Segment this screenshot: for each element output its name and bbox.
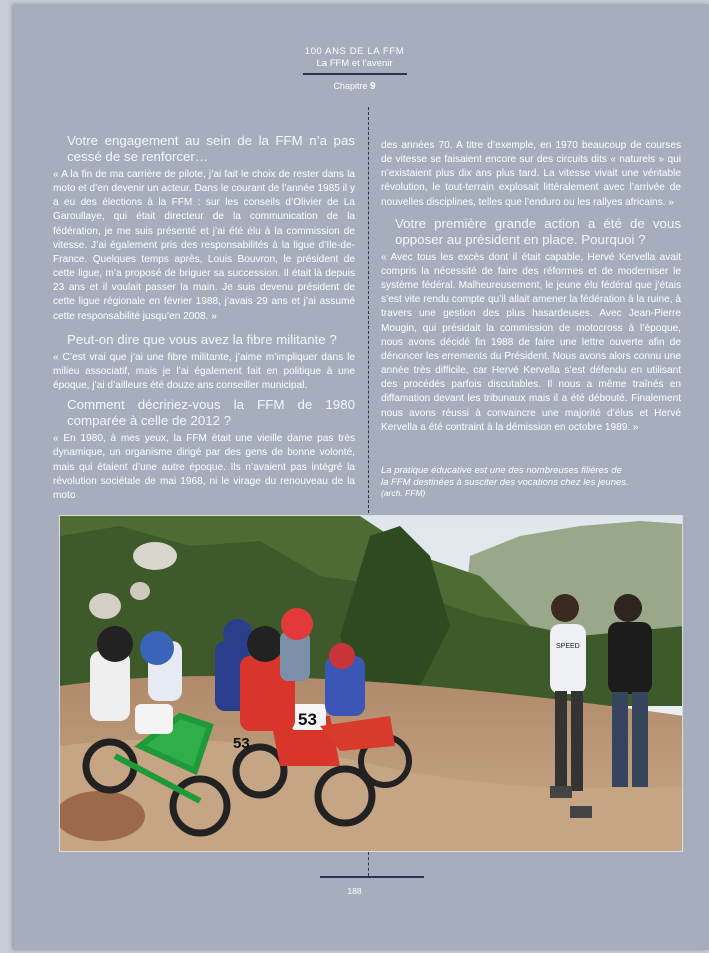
caption-text: La pratique éducative est une des nombreuses filières de la FFM destinées à susciter des vocations chez les jeunes.: [381, 465, 629, 488]
photo-illustration: [60, 516, 683, 852]
bike-number-side: 53: [233, 735, 250, 752]
chapter-number: 9: [369, 81, 376, 92]
question-4: Votre première grande action a été de vous opposer au président en place. Pourquoi ?: [395, 215, 681, 247]
photo-caption: [381, 465, 631, 500]
caption-credit: (arch. FFM): [381, 488, 426, 498]
bike-number-front: 53: [298, 710, 317, 729]
book-title: 100 ANS DE LA FFM: [304, 46, 405, 57]
right-column: [381, 139, 681, 435]
chapter-label-text: Chapitre: [333, 81, 368, 91]
instructor-jersey-text: SPEED: [556, 643, 580, 650]
answer-1: « A la fin de ma carrière de pilote, j’ai fait le choix de rester dans la moto et d’en devenir un acteur. Dans le courant de l’année 1985 il y a eu des élections à la FFM : sur les conseils d’Olivier de La Garoullaye, qui était directeur de la communication de la fédération, je me suis présenté et j’ai été élu à la commission de vitesse. J’ai également pris des responsabilités à la ligue d’Ile-de-France. Quelques temps après, Louis Bouvron, le président de cette ligue, m’a proposé de briguer sa succession. Il était là depuis 23 ans et il voulait passer la main. Je suis devenu président de cette ligue régionale en février 1988, j’avais 29 ans et j’ai assumé cette responsabilité jusqu’en 2008. »: [53, 169, 355, 322]
left-column: [53, 133, 355, 503]
answer-3-continued: des années 70. A titre d’exemple, en 1970 beaucoup de courses de vitesse se faisaient encore sur des circuits dits « naturels » qui n’existaient plus dix ans plus tard. La vitesse vivait une véritable révolution, le tout-terrain explosait littéralement avec l’arrivée de nouvelles disciplines, telles que l’enduro ou les rallyes africains. »: [381, 140, 681, 208]
chapter-label: [0, 81, 709, 92]
question-2: Peut-on dire que vous avez la fibre militante ?: [67, 331, 337, 347]
question-1: Votre engagement au sein de la FFM n’a pas cessé de se renforcer…: [67, 133, 355, 164]
answer-4: « Avec tous les excès dont il était capable, Hervé Kervella avait compris la nécessité de faire des réformes et de moderniser le système fédéral. Malheureusement, le jeune élu fédéral que j’étais s’est vite rendu compte qu’il allait amener la fédération à la ruine, à travers une gestion des plus hasardeuses. Avec Jean-Pierre Mougin, qui présidait la commission de motocross à l’époque, nous avons décidé fin 1988 de faire une lettre ouverte afin de dénoncer les errements du Président. Nous avons alors connu une année très difficile, car Hervé Kervella s’est défendu en utilisant des procédés parfois discutables. Il nous a même traînés en diffamation devant les tribunaux mais il a été débouté. Finalement nous avons réussi à convaincre une majorité d’élus et Hervé Kervella a été contraint à la démission en octobre 1989. »: [381, 251, 681, 433]
footer-rule: [320, 876, 424, 878]
motocross-photo: [59, 515, 683, 852]
question-3: Comment décririez-vous la FFM de 1980 comparée à celle de 2012 ?: [67, 397, 355, 429]
header-rule: [303, 73, 407, 75]
page-number: 188: [347, 886, 362, 896]
answer-2: « C’est vrai que j’ai une fibre militante, j’aime m’impliquer dans le milieu associatif, mais je l’ai également fait en politique à une époque, j’ai d’ailleurs été douze ans conseiller municipal.: [53, 351, 355, 392]
footer-divider: [368, 852, 369, 876]
running-header: [0, 46, 709, 92]
column-divider: [368, 107, 369, 513]
book-subtitle: La FFM et l’avenir: [316, 58, 393, 69]
answer-3: « En 1980, à mes yeux, la FFM était une vieille dame pas très dynamique, un organisme dirigé par des gens de bonne volonté, mais qui étaient d’une autre époque. Ils n’avaient pas intégré la révolution sociétale de mai 1968, ni le virage du renouveau de la moto: [53, 433, 355, 501]
